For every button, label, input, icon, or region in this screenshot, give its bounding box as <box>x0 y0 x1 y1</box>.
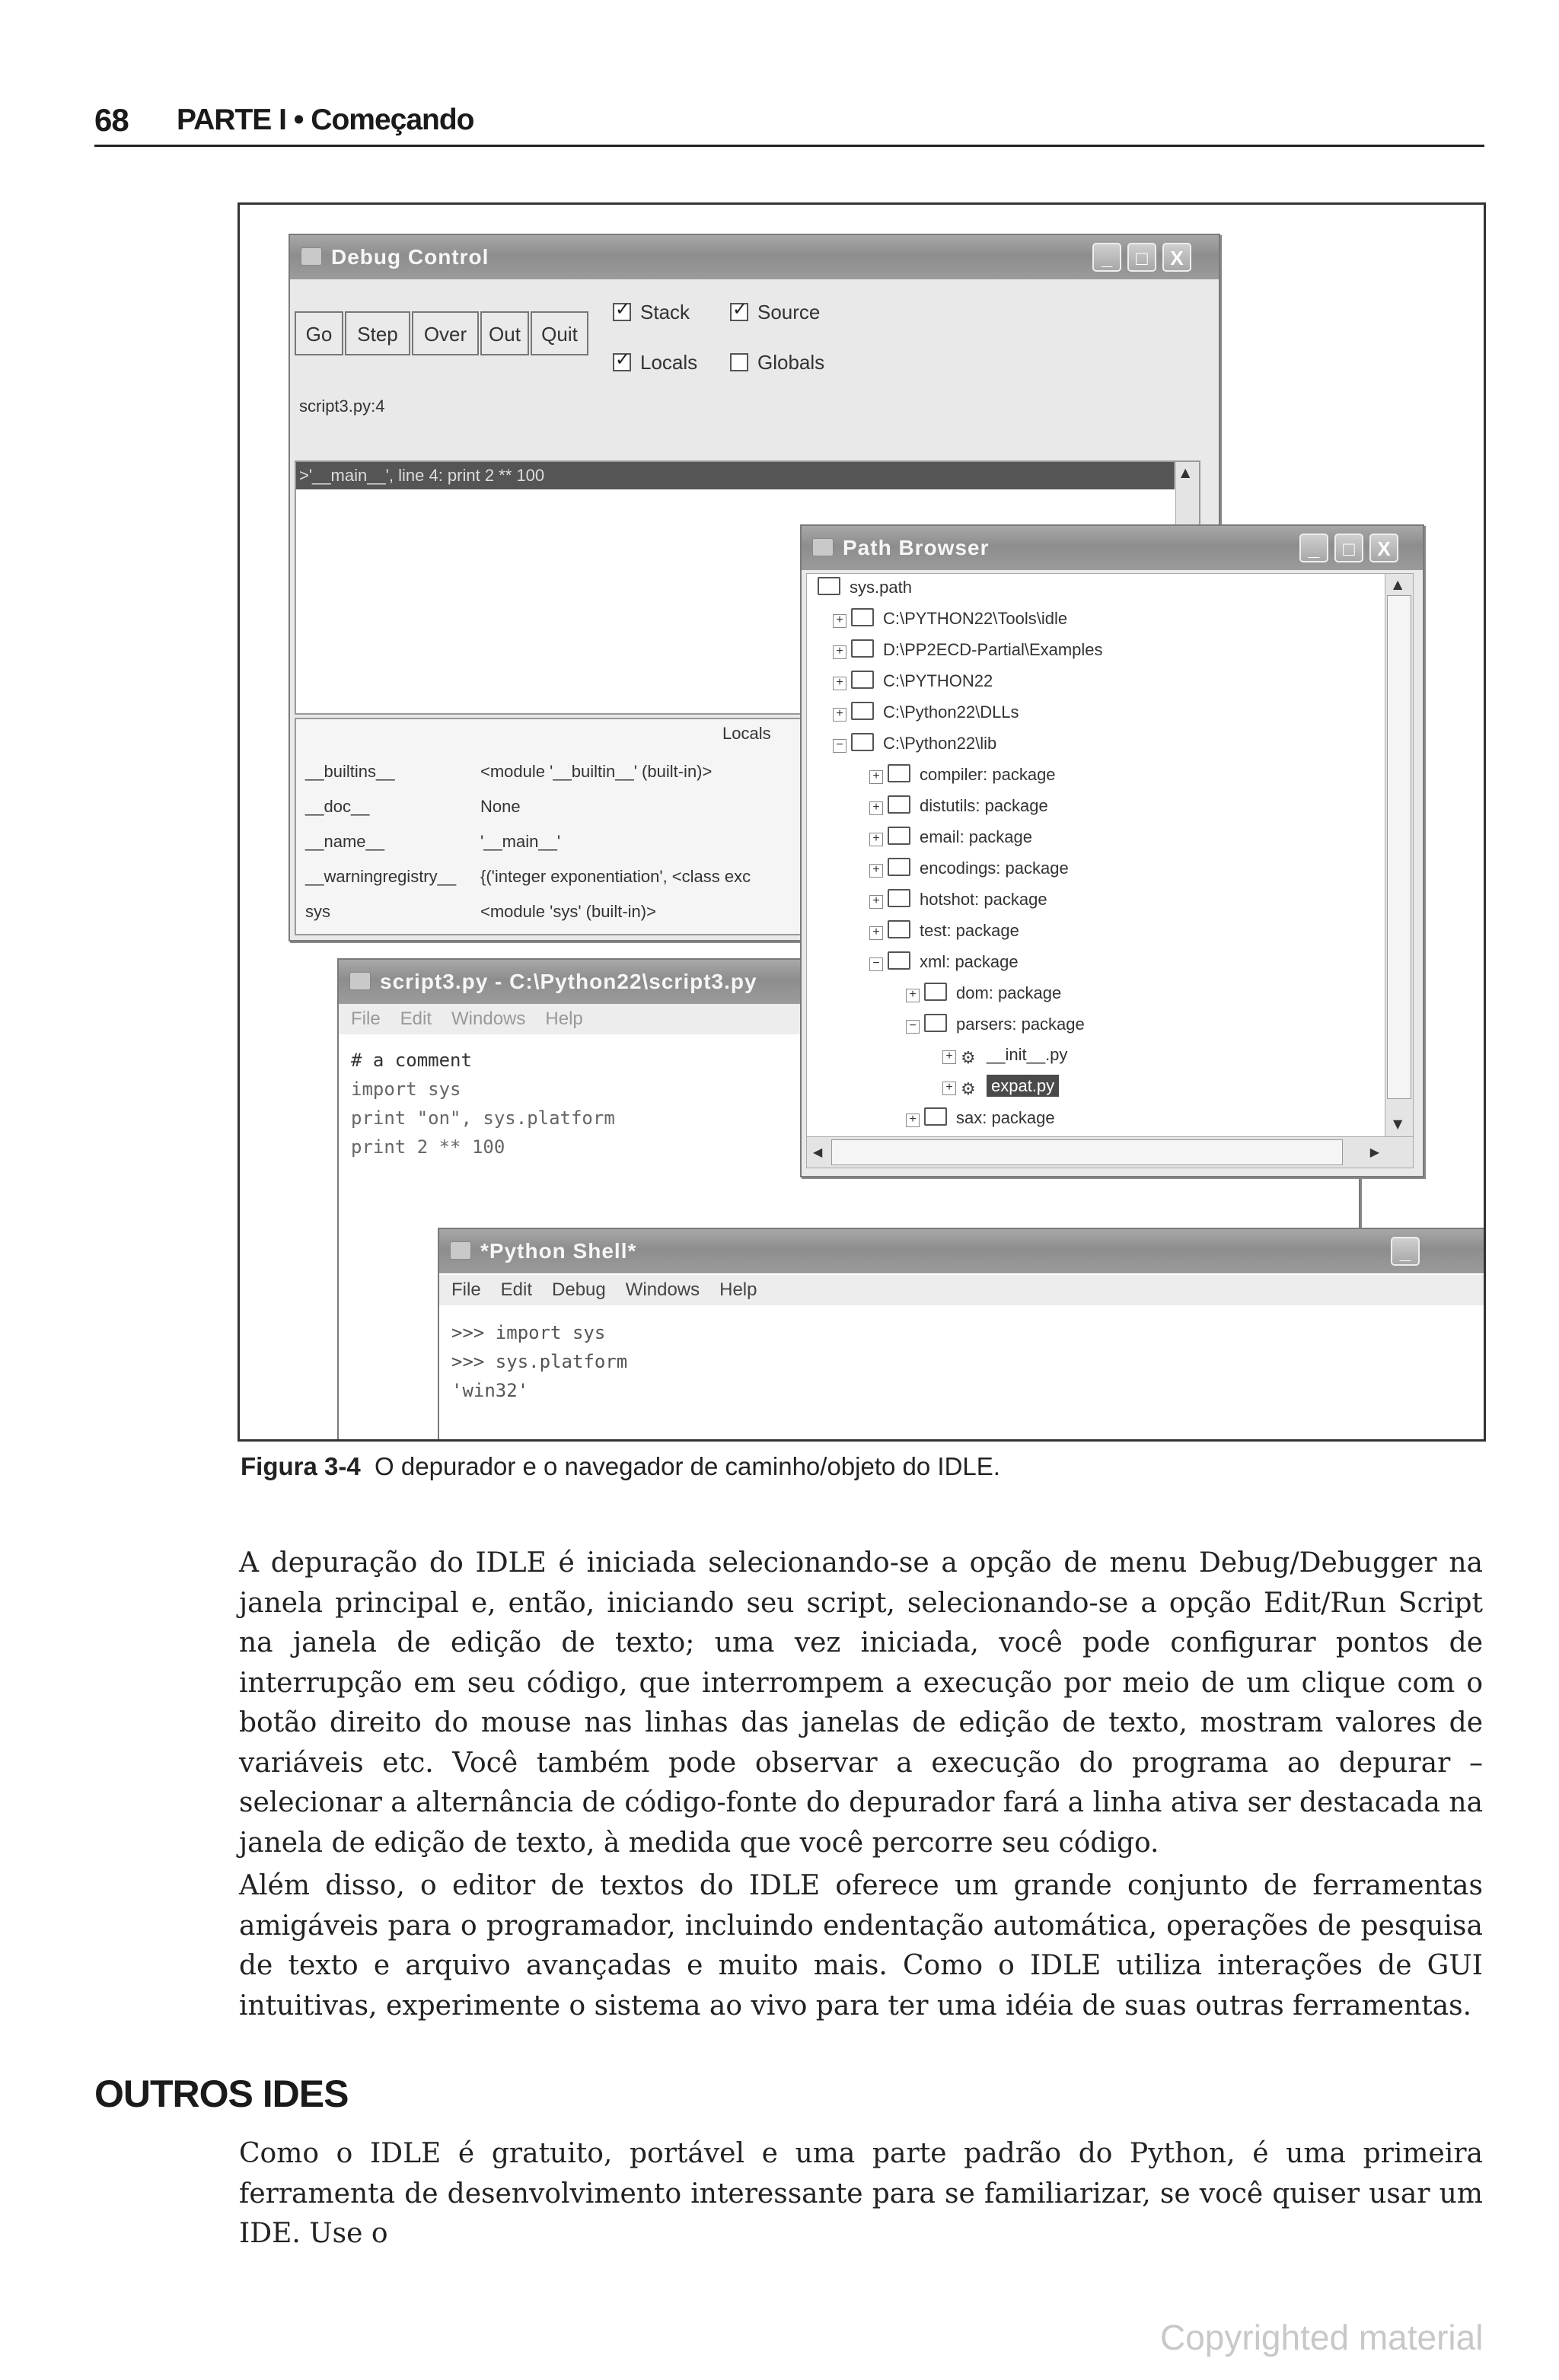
tree-item-label: test: package <box>920 921 1019 940</box>
close-icon[interactable]: X <box>1369 534 1398 562</box>
stack-line-selected[interactable]: >'__main__', line 4: print 2 ** 100 <box>296 462 1175 489</box>
expand-icon[interactable]: + <box>869 801 883 815</box>
app-icon <box>349 972 371 990</box>
path-browser-titlebar[interactable] <box>802 526 1423 570</box>
quit-button[interactable]: Quit <box>531 311 588 355</box>
collapse-icon[interactable]: − <box>833 739 846 753</box>
tree-vertical-scrollbar[interactable] <box>1385 573 1414 1138</box>
folder-icon <box>924 983 947 1001</box>
tree-item-label: sax: package <box>956 1108 1055 1127</box>
shell-line: 'win32' <box>451 1380 529 1401</box>
expand-icon[interactable]: + <box>869 895 883 909</box>
tree-item[interactable] <box>833 733 996 763</box>
app-icon <box>301 247 322 266</box>
header-title: PARTE I • Começando <box>177 104 474 136</box>
menu-edit[interactable]: Edit <box>500 1279 533 1300</box>
maximize-icon[interactable]: □ <box>1127 243 1156 272</box>
tree-item[interactable] <box>869 795 1048 826</box>
tree-item[interactable] <box>869 951 1019 982</box>
locals-checkbox-label: Locals <box>640 351 698 374</box>
figure-caption <box>241 1452 1000 1481</box>
path-browser-title: Path Browser <box>843 536 990 559</box>
debug-control-title: Debug Control <box>331 245 489 269</box>
code-line: print 2 ** 100 <box>351 1136 505 1158</box>
code-line: import sys <box>351 1078 461 1100</box>
tree-item-label: parsers: package <box>956 1015 1085 1034</box>
tree-item-selected[interactable] <box>942 1076 1059 1107</box>
scroll-down-icon[interactable]: ▼ <box>1393 1117 1403 1131</box>
local-value: <module '__builtin__' (built-in)> <box>480 762 713 781</box>
app-icon <box>812 538 834 556</box>
minimize-icon[interactable]: _ <box>1092 243 1121 272</box>
tree-item[interactable] <box>869 764 1056 795</box>
local-name: __warningregistry__ <box>305 867 457 886</box>
scroll-up-icon[interactable]: ▲ <box>1393 577 1403 591</box>
locals-header: Locals <box>722 724 771 743</box>
shell-line: >>> import sys <box>451 1322 606 1343</box>
body-paragraph: Além disso, o editor de textos do IDLE oferece um grande conjunto de ferramentas amigáveis para o programador, incluindo endentação automática, operações de pesquisa de texto e arquivo avançadas e muito mais. Como o IDLE utiliza interações de GUI intuitivas, experimente o sistema ao vivo para ter uma idéia de suas outras ferramentas. <box>239 1870 1483 2022</box>
over-button[interactable]: Over <box>412 311 479 355</box>
expand-icon[interactable]: + <box>833 708 846 722</box>
collapse-icon[interactable]: − <box>869 957 883 971</box>
expand-icon[interactable]: + <box>906 1114 920 1127</box>
tree-item-label: C:\PYTHON22 <box>883 671 993 690</box>
app-icon <box>450 1241 471 1260</box>
python-file-icon: ⚙ <box>961 1079 976 1098</box>
menu-windows[interactable]: Windows <box>451 1008 526 1029</box>
scroll-right-icon[interactable]: ▶ <box>1369 1145 1379 1159</box>
scroll-thumb[interactable] <box>831 1139 1343 1165</box>
folder-icon <box>924 1014 947 1032</box>
go-button[interactable]: Go <box>295 311 343 355</box>
step-button[interactable]: Step <box>345 311 410 355</box>
tree-item-label: distutils: package <box>920 796 1048 815</box>
expand-icon[interactable]: + <box>869 926 883 940</box>
menu-help[interactable]: Help <box>545 1008 583 1029</box>
locals-checkbox[interactable] <box>613 351 697 374</box>
menu-debug[interactable]: Debug <box>552 1279 606 1300</box>
expand-icon[interactable]: + <box>833 645 846 659</box>
expand-icon[interactable]: + <box>833 614 846 628</box>
section-heading: OUTROS IDES <box>94 2073 349 2115</box>
globals-checkbox[interactable] <box>730 351 824 374</box>
debug-button-bar <box>295 311 599 357</box>
local-name: __builtins__ <box>305 762 395 781</box>
python-shell-window <box>438 1228 1486 1442</box>
page-number: 68 <box>94 102 129 138</box>
scroll-up-icon[interactable]: ▲ <box>1181 465 1191 480</box>
figure-caption-label: Figura 3-4 <box>241 1452 361 1480</box>
tree-item-label: hotshot: package <box>920 890 1047 909</box>
checkbox-checked-icon <box>613 303 631 321</box>
menu-help[interactable]: Help <box>719 1279 757 1300</box>
python-file-icon: ⚙ <box>961 1048 976 1067</box>
menu-file[interactable]: File <box>351 1008 381 1029</box>
checkbox-checked-icon <box>613 353 631 371</box>
expand-icon[interactable]: + <box>906 989 920 1002</box>
expand-icon[interactable]: + <box>833 677 846 690</box>
tree-item-label: compiler: package <box>920 765 1056 784</box>
maximize-icon[interactable]: □ <box>1334 534 1363 562</box>
minimize-icon[interactable]: _ <box>1391 1237 1420 1266</box>
folder-icon <box>818 577 840 595</box>
tree-item-label: xml: package <box>920 952 1019 971</box>
minimize-icon[interactable]: _ <box>1299 534 1328 562</box>
menu-windows[interactable]: Windows <box>625 1279 700 1300</box>
stack-checkbox[interactable] <box>613 301 690 324</box>
checkbox-checked-icon <box>730 303 748 321</box>
tree-item[interactable] <box>833 639 1103 670</box>
tree-item[interactable] <box>906 1107 1055 1138</box>
scroll-thumb[interactable] <box>1387 595 1411 1099</box>
tree-item[interactable] <box>869 858 1069 888</box>
tree-item-label: encodings: package <box>920 859 1069 878</box>
path-browser-window <box>800 524 1424 1177</box>
debug-control-titlebar[interactable] <box>290 235 1219 279</box>
body-paragraph: Como o IDLE é gratuito, portável e uma parte padrão do Python, é uma primeira ferramenta de desenvolvimento interessante para se familiarizar, se você quiser usar um IDE. Use o <box>239 2138 1483 2249</box>
tree-item[interactable] <box>942 1045 1067 1075</box>
tree-item-label: C:\PYTHON22\Tools\idle <box>883 609 1068 628</box>
code-line: # a comment <box>351 1050 472 1071</box>
expand-icon[interactable]: + <box>869 864 883 878</box>
tree-item[interactable] <box>833 702 1019 732</box>
tree-item-label: dom: package <box>956 983 1062 1002</box>
body-paragraph: A depuração do IDLE é iniciada selecionando-se a opção de menu Debug/Debugger na janela principal e, então, iniciando seu script, selecionando-se a opção Edit/Run Script na janela de edição de texto; uma vez iniciada, você pode configurar pontos de interrupção em seu código, que interrompem a execução por meio de um clique com o botão direito do mouse nas linhas das janelas de edição de texto, mostram valores de variáveis etc. Você também pode observar a execução do programa ao depurar – selecionar a alternância de código-fonte do depurador fará a linha ativa ser destacada na janela de edição de texto, à medida que você percorre seu código. <box>239 1547 1483 1859</box>
scroll-left-icon[interactable]: ◀ <box>813 1145 823 1159</box>
local-value: None <box>480 797 521 816</box>
folder-icon <box>888 795 910 814</box>
tree-item-label: email: package <box>920 827 1032 846</box>
tree-item[interactable] <box>833 608 1067 639</box>
local-name: sys <box>305 902 330 921</box>
menu-edit[interactable]: Edit <box>400 1008 432 1029</box>
expand-icon[interactable]: + <box>869 770 883 784</box>
local-value: '__main__' <box>480 832 561 851</box>
folder-icon <box>924 1107 947 1126</box>
python-shell-menubar <box>439 1275 1486 1305</box>
tree-item-label: __init__.py <box>987 1045 1068 1064</box>
local-name: __name__ <box>305 832 384 851</box>
close-icon[interactable]: X <box>1162 243 1191 272</box>
tree-item-label: sys.path <box>850 578 912 597</box>
copyright-watermark: Copyrighted material <box>1160 2318 1484 2357</box>
globals-checkbox-label: Globals <box>757 351 825 374</box>
python-shell-title: *Python Shell* <box>480 1239 637 1263</box>
tree-item[interactable] <box>869 889 1047 919</box>
tree-item[interactable] <box>906 1014 1085 1044</box>
path-tree <box>806 573 1386 1138</box>
folder-icon <box>888 951 910 970</box>
folder-icon <box>888 889 910 907</box>
folder-icon <box>888 858 910 876</box>
running-header <box>94 97 1484 147</box>
folder-icon <box>888 827 910 845</box>
expand-icon[interactable]: + <box>942 1050 956 1064</box>
tree-item-label: C:\Python22\lib <box>883 734 997 753</box>
tree-item[interactable] <box>869 920 1019 951</box>
shell-line: >>> sys.platform <box>451 1351 628 1372</box>
code-line: print "on", sys.platform <box>351 1107 615 1129</box>
figure-caption-text: O depurador e o navegador de caminho/objeto do IDLE. <box>375 1452 1000 1480</box>
local-name: __doc__ <box>305 797 370 816</box>
tree-horizontal-scrollbar[interactable] <box>806 1136 1414 1168</box>
figure-screenshot <box>238 202 1486 1442</box>
folder-icon <box>888 920 910 938</box>
python-shell-titlebar[interactable] <box>439 1229 1486 1273</box>
folder-icon <box>851 702 874 720</box>
tree-item-label: expat.py <box>987 1075 1059 1097</box>
expand-icon[interactable]: + <box>942 1082 956 1095</box>
folder-icon <box>851 608 874 626</box>
local-value: {('integer exponentiation', <class exc <box>480 867 751 886</box>
local-value: <module 'sys' (built-in)> <box>480 902 656 921</box>
debug-status: script3.py:4 <box>299 397 385 416</box>
source-checkbox[interactable] <box>730 301 820 324</box>
tree-item[interactable] <box>818 577 912 607</box>
folder-icon <box>851 639 874 658</box>
source-checkbox-label: Source <box>757 301 821 323</box>
tree-item[interactable] <box>833 671 993 701</box>
collapse-icon[interactable]: − <box>906 1020 920 1034</box>
tree-item[interactable] <box>869 827 1032 857</box>
folder-icon <box>851 733 874 751</box>
expand-icon[interactable]: + <box>869 833 883 846</box>
folder-icon <box>851 671 874 689</box>
menu-file[interactable]: File <box>451 1279 481 1300</box>
stack-checkbox-label: Stack <box>640 301 690 323</box>
out-button[interactable]: Out <box>480 311 529 355</box>
tree-item[interactable] <box>906 983 1061 1013</box>
folder-icon <box>888 764 910 782</box>
tree-item-label: C:\Python22\DLLs <box>883 703 1019 722</box>
script-editor-title: script3.py - C:\Python22\script3.py <box>380 970 757 993</box>
tree-item-label: D:\PP2ECD-Partial\Examples <box>883 640 1103 659</box>
checkbox-unchecked-icon <box>730 353 748 371</box>
